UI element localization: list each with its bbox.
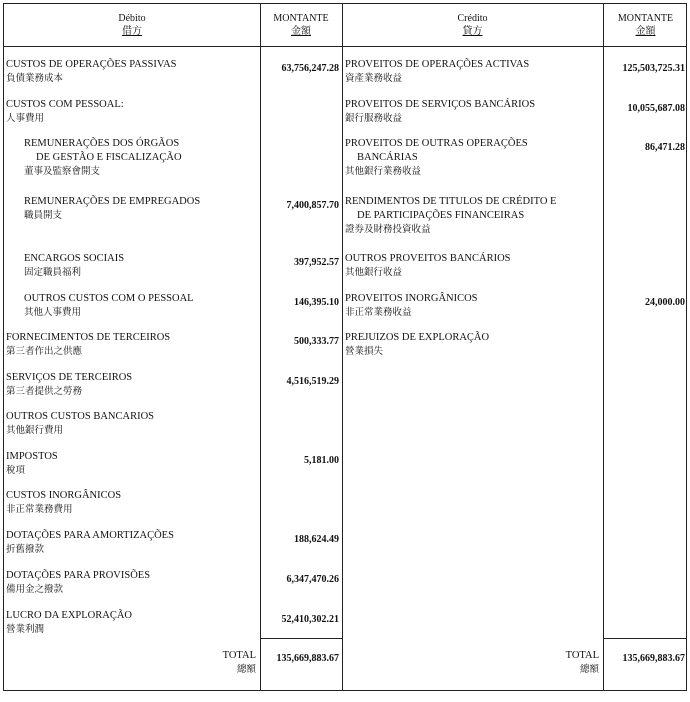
debit-item-label: IMPOSTOS [6, 451, 58, 462]
credit-item-amount: 10,055,687.08 [627, 103, 685, 114]
credit-header: Crédito 貸方 [457, 13, 488, 37]
credit-item-label: PROVEITOS DE OUTRAS OPERAÇÕES [345, 138, 528, 149]
credit-item-amount: 24,000.00 [645, 297, 685, 308]
debit-item-label-zh: 其他人事費用 [24, 307, 82, 318]
debit-item-label-zh: 營業利潤 [6, 624, 45, 635]
debit-item-amount: 63,756,247.28 [281, 63, 339, 74]
debit-item [6, 529, 256, 557]
amount-header-left: MONTANTE 金額 [273, 13, 329, 37]
credit-item-label-zh: 銀行服務收益 [345, 113, 403, 124]
debit-item-label: SERVIÇOS DE TERCEIROS [6, 372, 133, 383]
credit-item-label-zh: 營業損失 [345, 346, 384, 357]
debit-item-amount: 146,395.10 [294, 297, 339, 308]
debit-total-label: TOTAL 總額 [222, 650, 256, 675]
debit-item [6, 410, 256, 438]
credit-item-label-zh: 其他銀行業務收益 [345, 166, 422, 177]
credit-item-label: OUTROS PROVEITOS BANCÁRIOS [345, 253, 511, 264]
debit-item-amount: 4,516,519.29 [286, 376, 339, 387]
credit-item-label-zh: 資產業務收益 [345, 73, 403, 84]
debit-item-label: CUSTOS DE OPERAÇÕES PASSIVAS [6, 59, 177, 70]
debit-item [24, 137, 256, 179]
debit-item-amount: 500,333.77 [294, 336, 339, 347]
divider [342, 4, 343, 690]
debit-item [6, 450, 256, 478]
debit-item [6, 371, 256, 399]
credit-item [345, 195, 600, 237]
credit-total-amount: 135,669,883.67 [622, 653, 685, 664]
debit-item-label-zh: 非正常業務費用 [6, 504, 73, 515]
debit-item [6, 331, 256, 359]
debit-item [24, 195, 256, 223]
debit-item [6, 98, 256, 126]
divider [603, 638, 686, 639]
credit-item [345, 137, 600, 179]
credit-item-label: PREJUIZOS DE EXPLORAÇÃO [345, 332, 490, 343]
credit-item [345, 98, 600, 126]
debit-item-label: FORNECIMENTOS DE TERCEIROS [6, 332, 171, 343]
debit-item-label: REMUNERAÇÕES DE EMPREGADOS [24, 196, 201, 207]
debit-item-label-zh: 折舊撥款 [6, 544, 45, 555]
debit-item-label: CUSTOS INORGÂNICOS [6, 490, 122, 501]
debit-item-label: LUCRO DA EXPLORAÇÃO [6, 610, 133, 621]
debit-item-amount: 5,181.00 [304, 455, 339, 466]
debit-item-label-zh: 第三者提供之勞務 [6, 386, 83, 397]
credit-item-label-zh: 其他銀行收益 [345, 267, 403, 278]
debit-item-amount: 52,410,302.21 [281, 614, 339, 625]
credit-item-label-cont: BANCÁRIAS [357, 152, 418, 163]
divider [4, 46, 686, 47]
debit-item-label-cont: DE GESTÃO E FISCALIZAÇÃO [36, 152, 182, 163]
debit-header: Débito 借方 [118, 13, 146, 37]
debit-item-label-zh: 稅項 [6, 465, 26, 476]
credit-item [345, 58, 600, 86]
divider [260, 638, 342, 639]
credit-item-label-cont: DE PARTICIPAÇÕES FINANCEIRAS [357, 210, 525, 221]
credit-item-label: PROVEITOS DE OPERAÇÕES ACTIVAS [345, 59, 530, 70]
amount-header-right: MONTANTE 金額 [617, 13, 674, 37]
debit-item-label-zh: 職員開支 [24, 210, 63, 221]
debit-item [24, 252, 256, 280]
profit-loss-table [3, 3, 687, 691]
credit-item-label: PROVEITOS DE SERVIÇOS BANCÁRIOS [345, 99, 536, 110]
credit-total-label: TOTAL 總額 [565, 650, 599, 675]
debit-item [6, 569, 256, 597]
debit-item-amount: 397,952.57 [294, 257, 339, 268]
credit-item-amount: 125,503,725.31 [622, 63, 685, 74]
debit-item-label-zh: 備用金之撥款 [6, 584, 64, 595]
credit-item [345, 252, 600, 280]
debit-item-label-zh: 固定職員福利 [24, 267, 82, 278]
credit-item [345, 331, 600, 359]
debit-item-label-zh: 負債業務成本 [6, 73, 64, 84]
credit-item-label-zh: 非正常業務收益 [345, 307, 412, 318]
debit-item-label: DOTAÇÕES PARA AMORTIZAÇÕES [6, 530, 174, 541]
debit-item [6, 489, 256, 517]
debit-item-amount: 7,400,857.70 [286, 200, 339, 211]
credit-item-amount: 86,471.28 [645, 142, 685, 153]
debit-item-label: ENCARGOS SOCIAIS [24, 253, 125, 264]
debit-item-amount: 188,624.49 [294, 534, 339, 545]
debit-item-label-zh: 第三者作出之供應 [6, 346, 83, 357]
debit-item-label: OUTROS CUSTOS COM O PESSOAL [24, 293, 194, 304]
debit-item [6, 58, 256, 86]
credit-item-label: RENDIMENTOS DE TITULOS DE CRÉDITO E [345, 196, 557, 207]
debit-item-label-zh: 其他銀行費用 [6, 425, 64, 436]
debit-total-amount: 135,669,883.67 [276, 653, 339, 664]
debit-item-label-zh: 人事費用 [6, 113, 45, 124]
debit-item-label: REMUNERAÇÕES DOS ÓRGÃOS [24, 138, 180, 149]
credit-item [345, 292, 600, 320]
debit-item [6, 609, 256, 637]
debit-item-label: DOTAÇÕES PARA PROVISÕES [6, 570, 151, 581]
credit-item-label-zh: 證券及財務投資收益 [345, 224, 431, 235]
debit-item [24, 292, 256, 320]
debit-item-amount: 6,347,470.26 [286, 574, 339, 585]
credit-item-label: PROVEITOS INORGÂNICOS [345, 293, 478, 304]
debit-item-label-zh: 董事及監察會開支 [24, 166, 101, 177]
debit-item-label: CUSTOS COM PESSOAL: [6, 99, 124, 110]
debit-item-label: OUTROS CUSTOS BANCARIOS [6, 411, 155, 422]
